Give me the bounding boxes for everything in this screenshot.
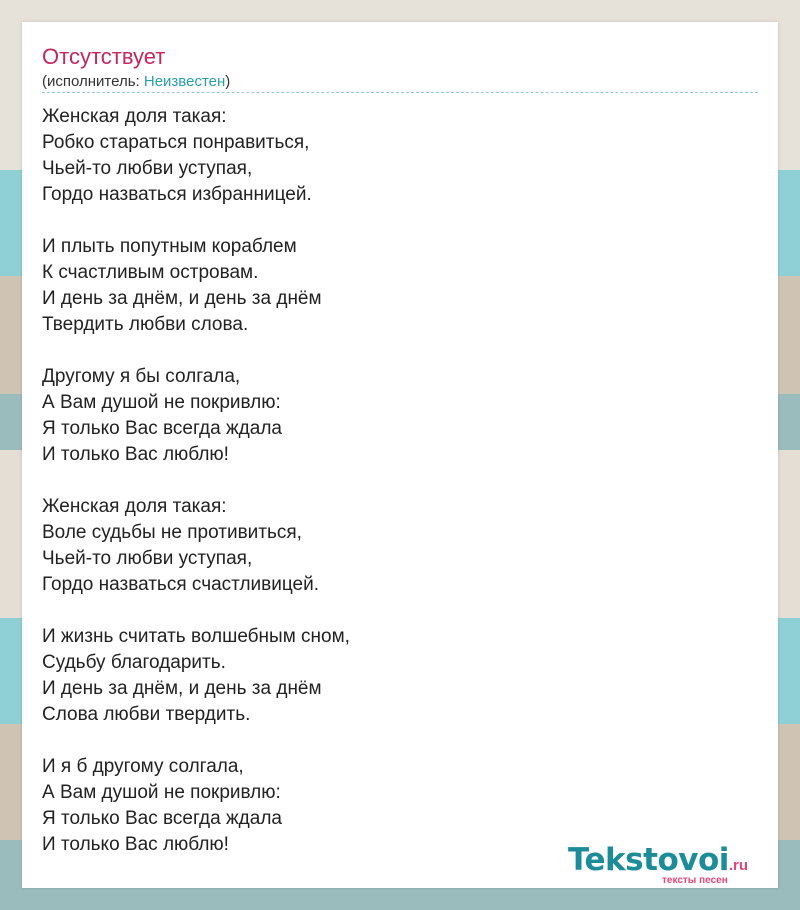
- lyric-line: Чьей-то любви уступая,: [42, 548, 253, 569]
- lyric-line: Судьбу благодарить.: [42, 652, 226, 673]
- lyric-line: И день за днём, и день за днём: [42, 678, 322, 699]
- lyric-line: Женская доля такая:: [42, 496, 227, 517]
- lyric-line: Чьей-то любви уступая,: [42, 158, 253, 179]
- lyric-line: А Вам душой не покривлю:: [42, 782, 281, 803]
- lyric-line: И жизнь считать волшебным сном,: [42, 626, 350, 647]
- lyrics-stanza: [42, 234, 350, 338]
- lyric-line: Гордо назваться избранницей.: [42, 184, 312, 205]
- lyric-line: И день за днём, и день за днём: [42, 288, 322, 309]
- lyrics-stanza: [42, 364, 350, 468]
- lyric-line: Гордо назваться счастливицей.: [42, 574, 319, 595]
- lyric-line: И плыть попутным кораблем: [42, 236, 297, 257]
- artist-link[interactable]: Неизвестен: [143, 73, 226, 90]
- song-title: Отсутствует: [42, 44, 166, 69]
- lyric-line: Другому я бы солгала,: [42, 366, 241, 387]
- lyric-line: И только Вас люблю!: [42, 834, 229, 855]
- lyric-line: Твердить любви слова.: [42, 314, 249, 335]
- lyric-line: Я только Вас всегда ждала: [42, 418, 282, 439]
- title-divider: [42, 92, 758, 93]
- lyrics-stanza: [42, 624, 350, 728]
- lyric-line: Женская доля такая:: [42, 106, 227, 127]
- lyrics-card: [22, 22, 778, 888]
- lyrics-stanza: [42, 754, 350, 858]
- artist-line: [42, 73, 230, 91]
- lyric-line: Я только Вас всегда ждала: [42, 808, 282, 829]
- lyric-line: И только Вас люблю!: [42, 444, 229, 465]
- lyric-line: К счастливым островам.: [42, 262, 259, 283]
- artist-suffix: ): [225, 73, 231, 90]
- logo-tagline: тексты песен: [662, 875, 728, 886]
- tekstovoi-logo[interactable]: [568, 842, 778, 888]
- lyric-line: Робко стараться понравиться,: [42, 132, 310, 153]
- lyrics-text: [42, 104, 350, 858]
- artist-prefix: (исполнитель:: [42, 73, 144, 90]
- lyric-line: Воле судьбы не противиться,: [42, 522, 302, 543]
- logo-name: Tekstovoi: [568, 842, 729, 878]
- lyric-line: И я б другому солгала,: [42, 756, 244, 777]
- lyric-line: А Вам душой не покривлю:: [42, 392, 281, 413]
- lyrics-stanza: [42, 494, 350, 598]
- lyric-line: Слова любви твердить.: [42, 704, 251, 725]
- logo-tld: .ru: [728, 857, 749, 874]
- lyrics-stanza: [42, 104, 350, 208]
